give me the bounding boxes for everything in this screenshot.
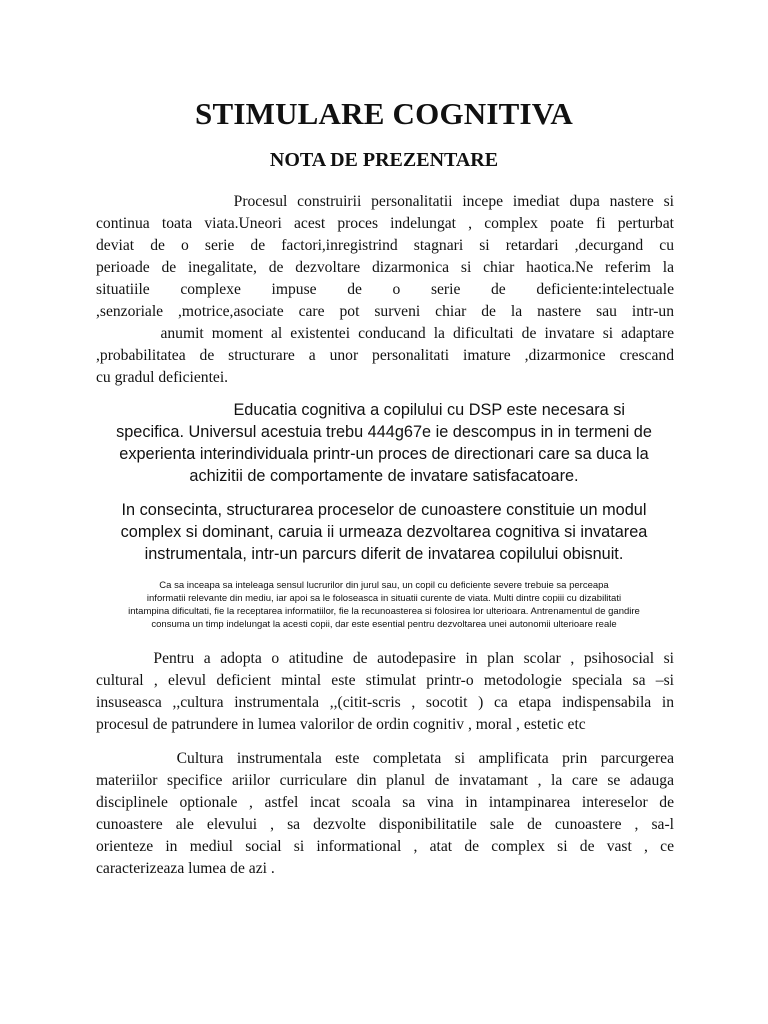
paragraph-line: experienta interindividuala printr-un proces de directionari care sa duca la <box>119 445 649 463</box>
paragraph-line: orienteze in mediul social si informational , atat de complex si de vast , ce <box>96 838 674 855</box>
paragraph-line: Cultura instrumentala este completata si amplificata prin parcurgerea <box>96 750 674 767</box>
paragraph-line: disciplinele optionale , astfel incat scoala sa vina in intampinarea intereselor de <box>96 794 674 811</box>
paragraph-line: situatiile complexe impuse de o serie de deficiente:intelectuale <box>96 281 674 298</box>
paragraph-autodepasire <box>96 648 674 736</box>
paragraph-line: materiilor specifice ariilor curriculare din planul de invatamant , la care se adauga <box>96 772 674 789</box>
paragraph-line: ,probabilitatea de structurare a unor personalitati imature ,dizarmonice crescand <box>96 347 674 364</box>
document-subtitle: NOTA DE PREZENTARE <box>269 149 499 171</box>
paragraph-line: perioade de inegalitate, de dezvoltare dizarmonica si chiar haotica.Ne referim la <box>96 259 674 276</box>
paragraph-line: Procesul construirii personalitatii incepe imediat dupa nastere si <box>96 193 674 210</box>
paragraph-line: cultural , elevul deficient mintal este stimulat printr-o metodologie speciala sa –si <box>96 672 674 689</box>
paragraph-line: Pentru a adopta o atitudine de autodepasire in plan scolar , psihosocial si <box>96 650 674 667</box>
document-title: STIMULARE COGNITIVA <box>195 96 573 131</box>
paragraph-line: ,senzoriale ,motrice,asociate care pot surveni chiar de la nastere sau intr-un <box>96 303 674 320</box>
paragraph-line: caracterizeaza lumea de azi . <box>96 860 275 877</box>
paragraph-line: intampina dificultati, fie la receptarea informatiilor, fie la recunoasterea si folosirea lor ulterioara. Antrenamentul de gandire <box>128 606 640 617</box>
paragraph-line: specifica. Universul acestuia trebu 444g67e ie descompus in in termeni de <box>116 423 652 441</box>
paragraph-line: cunoastere ale elevului , sa dezvolte disponibilitatile sale de cunoastere , sa-l <box>96 816 674 833</box>
paragraph-line: cu gradul deficientei. <box>96 369 229 386</box>
paragraph-line: anumit moment al existentei conducand la dificultati de invatare si adaptare <box>96 325 674 342</box>
paragraph-line: informatii relevante din mediu, iar apoi sa le foloseasca in situatii curente de viata. Multi dintre copiii cu dizabilitati <box>146 593 622 604</box>
paragraph-small-note <box>90 579 678 631</box>
paragraph-intro <box>96 191 674 389</box>
paragraph-consecinta <box>90 499 678 565</box>
paragraph-line: insuseasca ,,cultura instrumentala ,,(citit-scris , socotit ) ca etapa indispensabila in <box>96 694 674 711</box>
paragraph-line: Ca sa inceapa sa inteleaga sensul lucrurilor din jurul sau, un copil cu deficiente severe trebuie sa perceapa <box>159 580 609 591</box>
paragraph-educatia <box>90 399 678 487</box>
paragraph-line: Educatia cognitiva a copilului cu DSP este necesara si <box>142 401 626 419</box>
paragraph-line: deviat de o serie de factori,inregistrind stagnari si retardari ,decurgand cu <box>96 237 674 254</box>
paragraph-line: procesul de patrundere in lumea valorilor de ordin cognitiv , moral , estetic etc <box>96 716 586 733</box>
paragraph-cultura <box>96 748 674 880</box>
paragraph-line: complex si dominant, caruia ii urmeaza dezvoltarea cognitiva si invatarea <box>120 523 648 541</box>
paragraph-line: In consecinta, structurarea proceselor de cunoastere constituie un modul <box>121 501 647 519</box>
paragraph-line: achizitii de comportamente de invatare satisfacatoare. <box>189 467 579 485</box>
paragraph-line: instrumentala, intr-un parcurs diferit de invatarea copilului obisnuit. <box>144 545 624 563</box>
paragraph-line: consuma un timp indelungat la acesti copii, dar este esential pentru dezvoltarea unei autonomii ulterioare reale <box>151 619 617 630</box>
paragraph-line: continua toata viata.Uneori acest proces indelungat , complex poate fi perturbat <box>96 215 674 232</box>
